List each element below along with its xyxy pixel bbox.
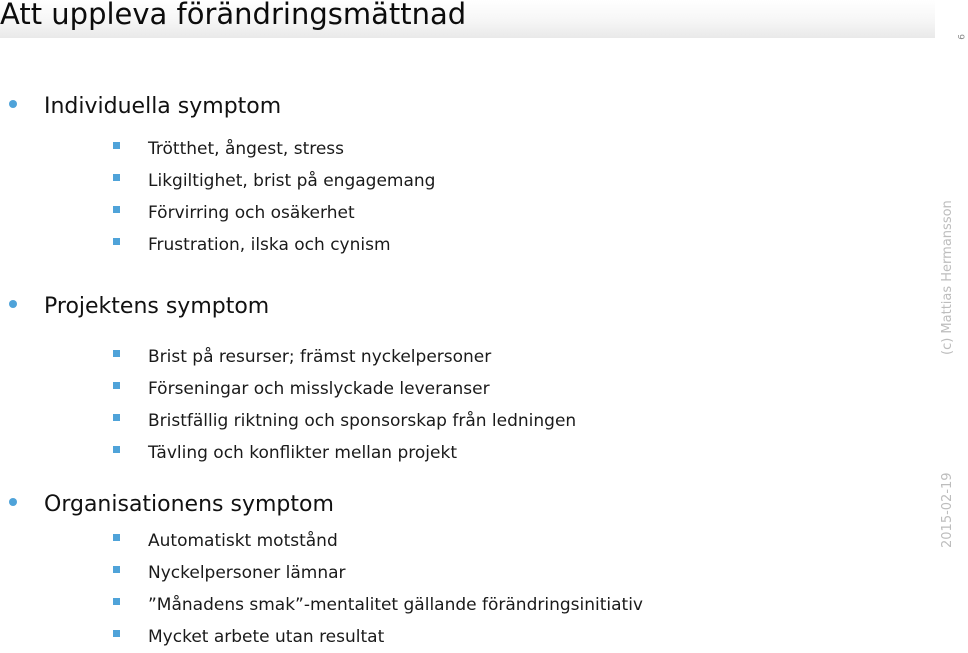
square-bullet-icon [113,534,120,541]
square-bullet-icon [113,446,120,453]
page-number: 6 [958,34,968,40]
bullet-list [0,525,643,653]
list-item [0,621,643,653]
square-bullet-icon [113,414,120,421]
list-item-text: Bristfällig riktning och sponsorskap från ledningen [148,411,577,431]
section-individual [0,93,435,261]
list-item [0,229,435,261]
bullet-list [0,133,435,261]
list-item-text: ”Månadens smak”-mentalitet gällande förändringsinitiativ [148,595,643,615]
section-organisation [0,491,643,653]
list-item-text: Tävling och konflikter mellan projekt [148,443,457,463]
list-item [0,133,435,165]
square-bullet-icon [113,238,120,245]
square-bullet-icon [113,382,120,389]
list-item-text: Förvirring och osäkerhet [148,203,355,223]
bullet-dot-icon [9,498,17,506]
list-item-text: Mycket arbete utan resultat [148,627,385,647]
list-item [0,341,576,373]
list-item [0,197,435,229]
section-heading-text: Individuella symptom [44,94,282,119]
list-item-text: Frustration, ilska och cynism [148,235,391,255]
title-band [0,0,935,38]
square-bullet-icon [113,350,120,357]
square-bullet-icon [113,174,120,181]
section-heading [0,293,576,321]
list-item-text: Förseningar och misslyckade leveranser [148,379,490,399]
slide-title: Att uppleva förändringsmättnad [0,0,467,31]
list-item [0,557,643,589]
square-bullet-icon [113,142,120,149]
list-item-text: Brist på resurser; främst nyckelpersoner [148,347,492,367]
list-item [0,437,576,469]
square-bullet-icon [113,206,120,213]
bullet-dot-icon [9,100,17,108]
list-item-text: Nyckelpersoner lämnar [148,563,346,583]
list-item [0,589,643,621]
bullet-list [0,341,576,469]
bullet-dot-icon [9,300,17,308]
list-item-text: Trötthet, ångest, stress [148,139,345,159]
list-item [0,525,643,557]
square-bullet-icon [113,630,120,637]
section-heading-text: Organisationens symptom [44,492,334,517]
list-item-text: Likgiltighet, brist på engagemang [148,171,436,191]
list-item [0,165,435,197]
square-bullet-icon [113,598,120,605]
section-projects [0,293,576,469]
section-heading [0,93,435,121]
section-heading [0,491,643,519]
list-item [0,373,576,405]
section-heading-text: Projektens symptom [44,294,270,319]
date-label: 2015-02-19 [940,472,955,548]
author-watermark: (c) Mattias Hermansson [940,200,955,355]
list-item-text: Automatiskt motstånd [148,531,338,551]
square-bullet-icon [113,566,120,573]
list-item [0,405,576,437]
